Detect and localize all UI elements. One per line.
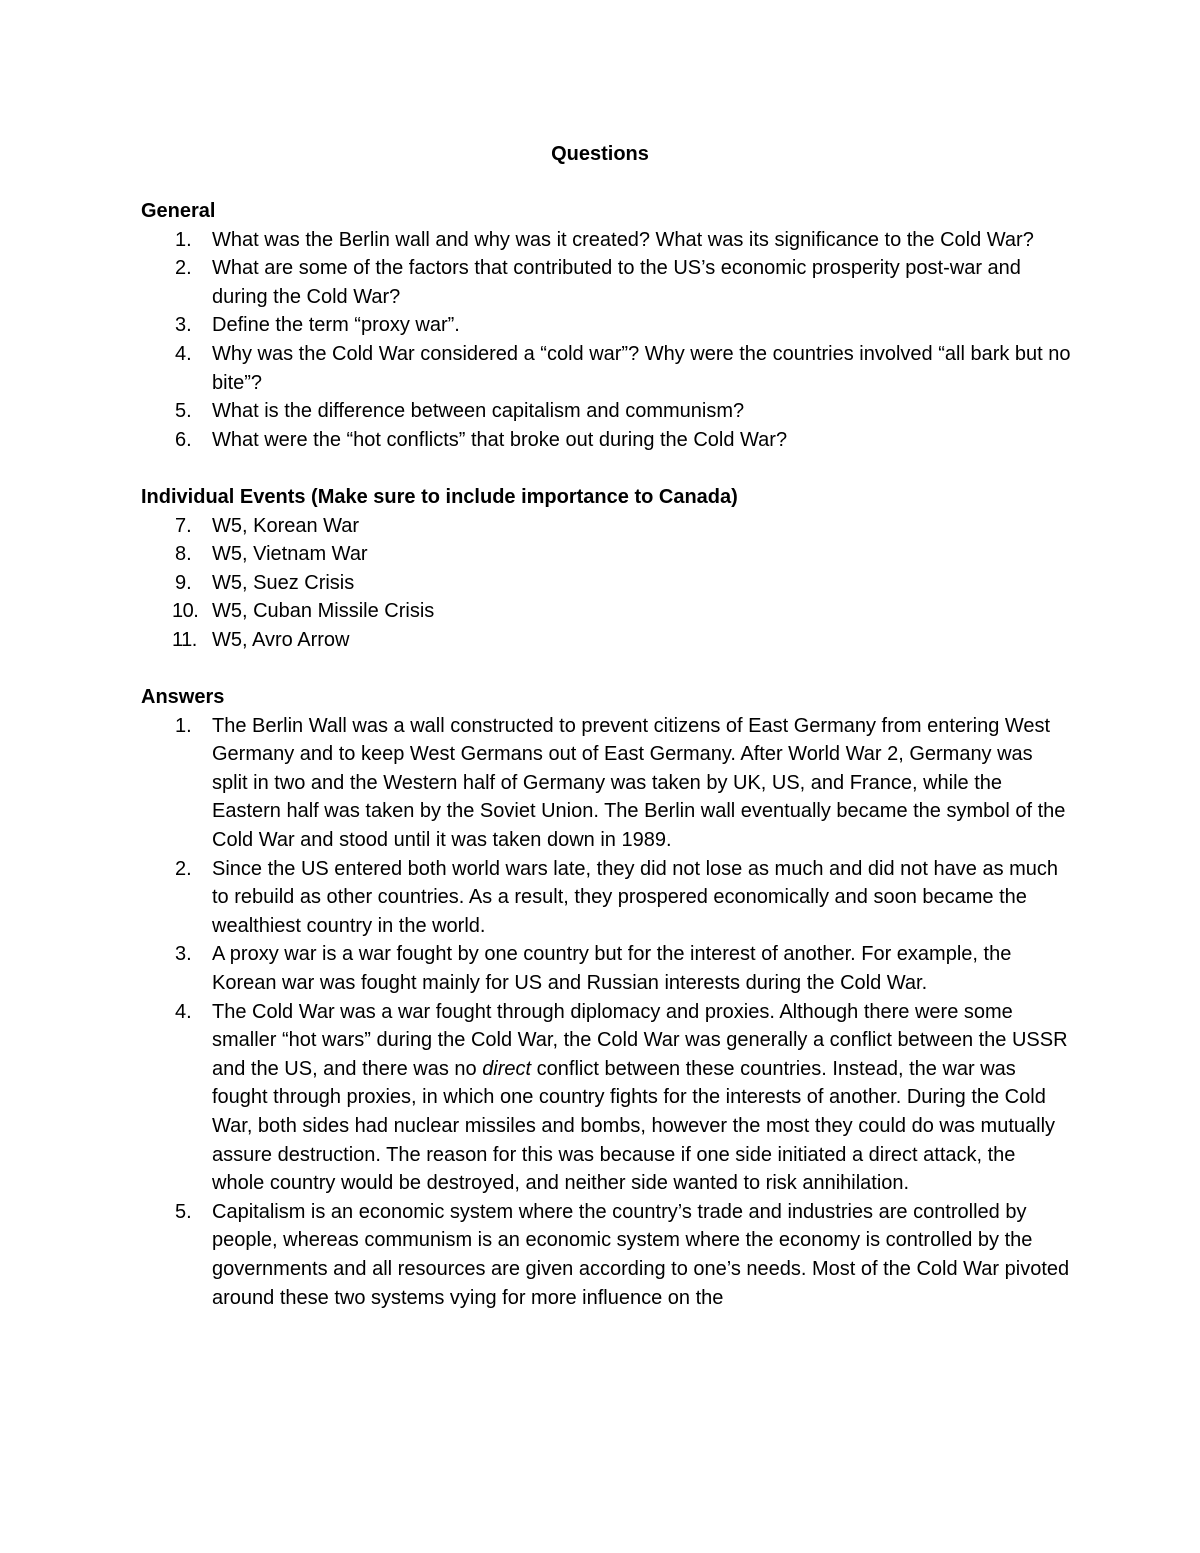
list-item <box>141 340 1071 397</box>
list-number: 1. <box>175 228 192 251</box>
list-text: Capitalism is an economic system where the country’s trade and industries are controlled by people, whereas communism is an economic system where the economy is controlled by the governments and all resources are given according to one’s needs. Most of the Cold War pivoted around these two systems vying for more influence on the <box>212 1200 1070 1309</box>
list-number: 10. <box>172 600 199 623</box>
emphasis-direct: direct <box>482 1057 532 1080</box>
page-title: Questions <box>551 143 649 165</box>
list-item <box>141 426 1071 455</box>
list-item <box>141 998 1071 1198</box>
list-number: 4. <box>175 342 192 365</box>
list-item <box>141 226 1071 255</box>
answer-text-before: The Cold War was a war fought through diplomacy and proxies. Although there were some smaller “hot wars” during the Cold War, the Cold War was generally a conflict between the USSR and the US, and there was no <box>212 1000 1068 1080</box>
list-number: 1. <box>175 714 192 737</box>
list-number: 2. <box>175 857 192 880</box>
list-text: Define the term “proxy war”. <box>212 314 460 337</box>
list-item <box>141 855 1071 941</box>
list-item <box>141 597 1071 626</box>
list-item <box>141 712 1071 855</box>
answers-heading: Answers <box>141 686 225 709</box>
list-number: 3. <box>175 314 192 337</box>
list-number: 9. <box>175 571 192 594</box>
list-text: A proxy war is a war fought by one country but for the interest of another. For example, the Korean war was fought mainly for US and Russian interests during the Cold War. <box>212 943 1012 995</box>
list-item <box>141 940 1071 997</box>
list-number: 5. <box>175 1200 192 1223</box>
list-number: 7. <box>175 514 192 537</box>
individual-events-heading: Individual Events (Make sure to include importance to Canada) <box>141 485 738 508</box>
list-item <box>141 397 1071 426</box>
list-text: W5, Korean War <box>212 514 360 537</box>
list-text: Since the US entered both world wars late, they did not lose as much and did not have as much to rebuild as other countries. As a result, they prospered economically and soon became the wealthiest country in the world. <box>212 857 1059 937</box>
individual-events-list <box>141 512 1071 655</box>
list-number: 5. <box>175 400 192 423</box>
list-text: W5, Cuban Missile Crisis <box>212 600 435 623</box>
general-questions-list <box>141 226 1071 455</box>
list-item <box>141 1198 1071 1312</box>
list-text: What is the difference between capitalism and communism? <box>212 400 745 423</box>
document-body <box>141 197 1071 1312</box>
answers-list <box>141 712 1071 1312</box>
general-heading: General <box>141 200 216 222</box>
list-number: 6. <box>175 428 192 451</box>
list-text: W5, Suez Crisis <box>212 571 355 594</box>
list-number: 3. <box>175 943 192 966</box>
list-number: 4. <box>175 1000 192 1023</box>
section-spacer <box>141 655 1071 684</box>
list-number: 11. <box>172 628 197 651</box>
list-text: What was the Berlin wall and why was it created? What was its significance to the Cold War? <box>212 228 1034 251</box>
list-text: The Berlin Wall was a wall constructed to prevent citizens of East Germany from entering West Germany and to keep West Germans out of East Germany. After World War 2, Germany was split in two and the Western half of Germany was taken by UK, US, and France, while the Eastern half was taken by the Soviet Union. The Berlin wall eventually became the symbol of the Cold War and stood until it was taken down in 1989. <box>212 714 1066 852</box>
list-text: What are some of the factors that contributed to the US’s economic prosperity post-war and during the Cold War? <box>212 257 1021 308</box>
list-item <box>141 254 1071 311</box>
list-text: W5, Vietnam War <box>212 543 368 566</box>
list-number: 2. <box>175 257 192 280</box>
list-text: What were the “hot conflicts” that broke out during the Cold War? <box>212 428 788 451</box>
list-item <box>141 626 1071 655</box>
list-text: Why was the Cold War considered a “cold war”? Why were the countries involved “all bark but no bite”? <box>212 342 1071 394</box>
list-number: 8. <box>175 543 192 566</box>
list-item <box>141 311 1071 340</box>
list-item <box>141 569 1071 598</box>
list-item <box>141 512 1071 541</box>
answer-text-after: conflict between these countries. Instead, the war was fought through proxies, in which one country fights for the interests of another. During the Cold War, both sides had nuclear missiles and bombs, however the most they could do was mutually assure destruction. The reason for this was because if one side initiated a direct attack, the whole country would be destroyed, and neither side wanted to risk annihilation. <box>212 1057 1056 1195</box>
list-item <box>141 540 1071 569</box>
list-text <box>212 1001 1068 1195</box>
section-spacer <box>141 454 1071 483</box>
list-text: W5, Avro Arrow <box>212 628 350 651</box>
